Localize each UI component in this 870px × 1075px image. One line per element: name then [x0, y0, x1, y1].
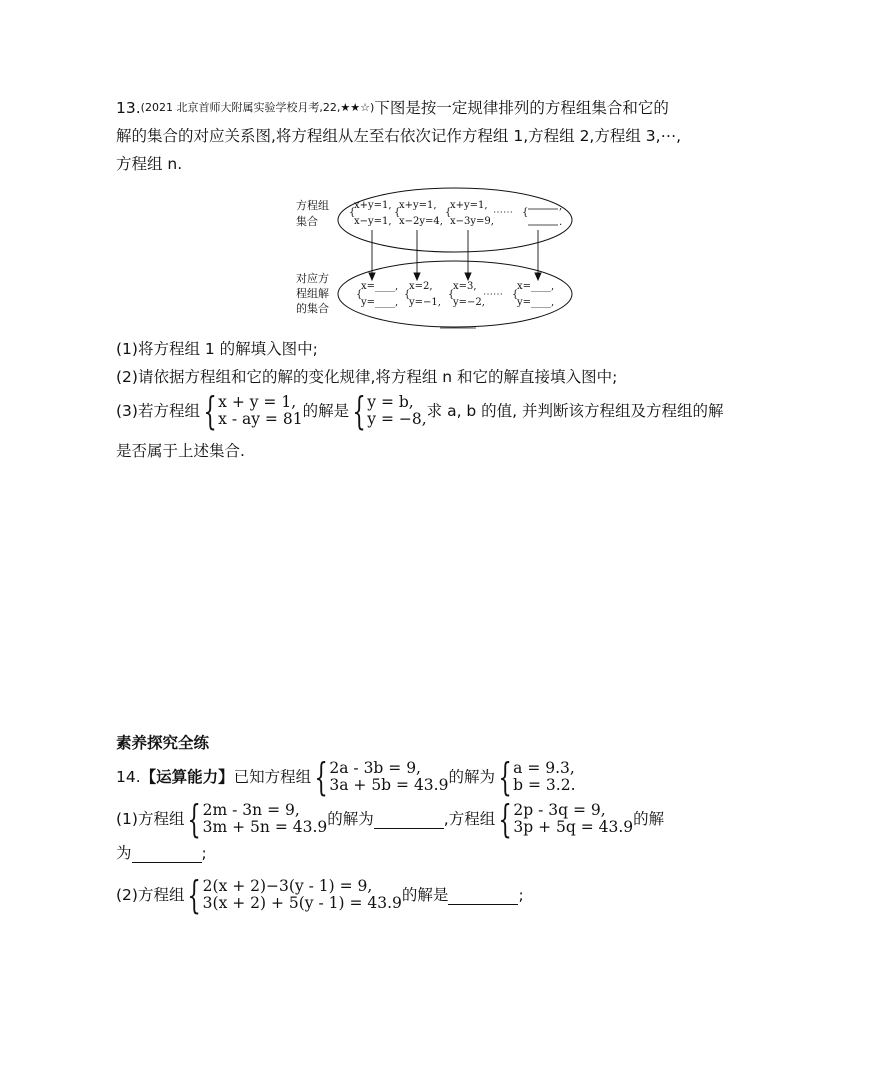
q14-part2: (2)方程组 { 2(x + 2)−3(y - 1) = 9, 3(x + 2) + 5(y - 1) = 43.9 的解是 ; — [116, 873, 524, 917]
svg-text:x−3y=9,: x−3y=9, — [450, 216, 494, 227]
arrows — [369, 230, 541, 280]
system-1 — [349, 200, 392, 227]
top-label-2: 集合 — [296, 215, 318, 228]
q14-solution: { a = 9.3, b = 3.2. — [498, 755, 576, 799]
bottom-label-1: 对应方 — [296, 272, 329, 285]
q14-p2-system: { 2(x + 2)−3(y - 1) = 9, 3(x + 2) + 5(y - 1) = 43.9 — [187, 873, 402, 917]
svg-text:x=____,: x=____, — [517, 281, 555, 292]
q13-part3-cont: 是否属于上述集合. — [116, 442, 245, 460]
q14-system: { 2a - 3b = 9, 3a + 5b = 43.9 — [314, 755, 449, 799]
svg-text:y=−1,: y=−1, — [409, 297, 441, 308]
q13-line2: 解的集合的对应关系图,将方程组从左至右依次记作方程组 1,方程组 2,方程组 3,⋯, — [116, 127, 682, 145]
svg-text:{: { — [448, 289, 455, 300]
svg-text:{: { — [349, 207, 356, 218]
svg-text:{: { — [512, 289, 519, 300]
answer-blank-1[interactable] — [374, 810, 444, 829]
svg-text:x+y=1,: x+y=1, — [450, 200, 488, 211]
correspondence-diagram — [290, 183, 582, 333]
q13-text-1: 下图是按一定规律排列的方程组集合和它的 — [374, 99, 669, 117]
solution-n — [512, 281, 554, 308]
bottom-label-2: 程组解 — [296, 287, 329, 300]
svg-text:{: { — [522, 207, 529, 218]
svg-text:{: { — [404, 289, 411, 300]
svg-text:{: { — [445, 207, 452, 218]
system-3 — [445, 200, 494, 227]
svg-text:x=3,: x=3, — [453, 281, 477, 292]
svg-text:x=____,: x=____, — [361, 281, 399, 292]
svg-text:x−2y=4,: x−2y=4, — [399, 216, 443, 227]
q13-number: 13. — [116, 99, 141, 117]
solution-1 — [356, 281, 398, 308]
bottom-label-3: 的集合 — [296, 302, 329, 315]
q14-p1-system2: { 2p - 3q = 9, 3p + 5q = 43.9 — [498, 797, 634, 841]
answer-blank-2[interactable] — [132, 844, 202, 863]
svg-text:y=−2,: y=−2, — [453, 297, 485, 308]
section-title: 素养探究全练 — [116, 734, 210, 752]
svg-text:.: . — [559, 217, 563, 228]
solutions-dots: ⋯⋯ — [483, 289, 503, 300]
solution-2 — [404, 281, 441, 308]
q13-system: { x + y = 1, x - ay = 81 — [203, 389, 303, 433]
q13-solution: { y = b, y = −8, — [352, 389, 427, 433]
system-2 — [394, 200, 443, 227]
solution-3 — [448, 281, 485, 308]
q13-part1: (1)将方程组 1 的解填入图中; — [116, 340, 318, 358]
svg-text:y=____,: y=____, — [517, 297, 555, 308]
system-n-blank — [522, 201, 562, 228]
svg-text:{: { — [394, 207, 401, 218]
q13-line1 — [116, 97, 669, 119]
q14-number: 14. — [116, 768, 141, 786]
svg-text:x+y=1,: x+y=1, — [399, 200, 437, 211]
svg-text:{: { — [356, 289, 363, 300]
svg-text:x−y=1,: x−y=1, — [354, 216, 392, 227]
q14-part1: (1)方程组 { 2m - 3n = 9, 3m + 5n = 43.9 的解为 ,方程组 { 2p - 3q = 9, 3p + 5q = 43.9 的解 — [116, 797, 665, 841]
q14-p1-system1: { 2m - 3n = 9, 3m + 5n = 43.9 — [187, 797, 328, 841]
svg-text:x=2,: x=2, — [409, 281, 433, 292]
systems-dots: ⋯⋯ — [493, 207, 513, 218]
q13-part2: (2)请依据方程组和它的解的变化规律,将方程组 n 和它的解直接填入图中; — [116, 368, 618, 386]
svg-text:y=____,: y=____, — [361, 297, 399, 308]
top-label-1: 方程组 — [296, 199, 329, 212]
q14-tag: 【运算能力】 — [140, 768, 234, 786]
q14-intro: 14. 【运算能力】 已知方程组 { 2a - 3b = 9, 3a + 5b = 43.9 的解为 { a = 9.3, b = 3.2. — [116, 755, 576, 799]
q13-line3: 方程组 n. — [116, 155, 183, 173]
svg-text:x+y=1,: x+y=1, — [354, 200, 392, 211]
q13-source: (2021 北京首师大附属实验学校月考,22,★★☆) — [140, 101, 375, 114]
svg-text:,: , — [559, 201, 563, 212]
q14-part1-cont: 为 ; — [116, 844, 207, 862]
q13-part3: (3)若方程组 { x + y = 1, x - ay = 81 的解是 { y = b, y = −8, 求 a, b 的值, 并判断该方程组及方程组的解 — [116, 389, 724, 433]
answer-blank-3[interactable] — [448, 886, 518, 905]
solutions-ellipse — [338, 261, 572, 327]
